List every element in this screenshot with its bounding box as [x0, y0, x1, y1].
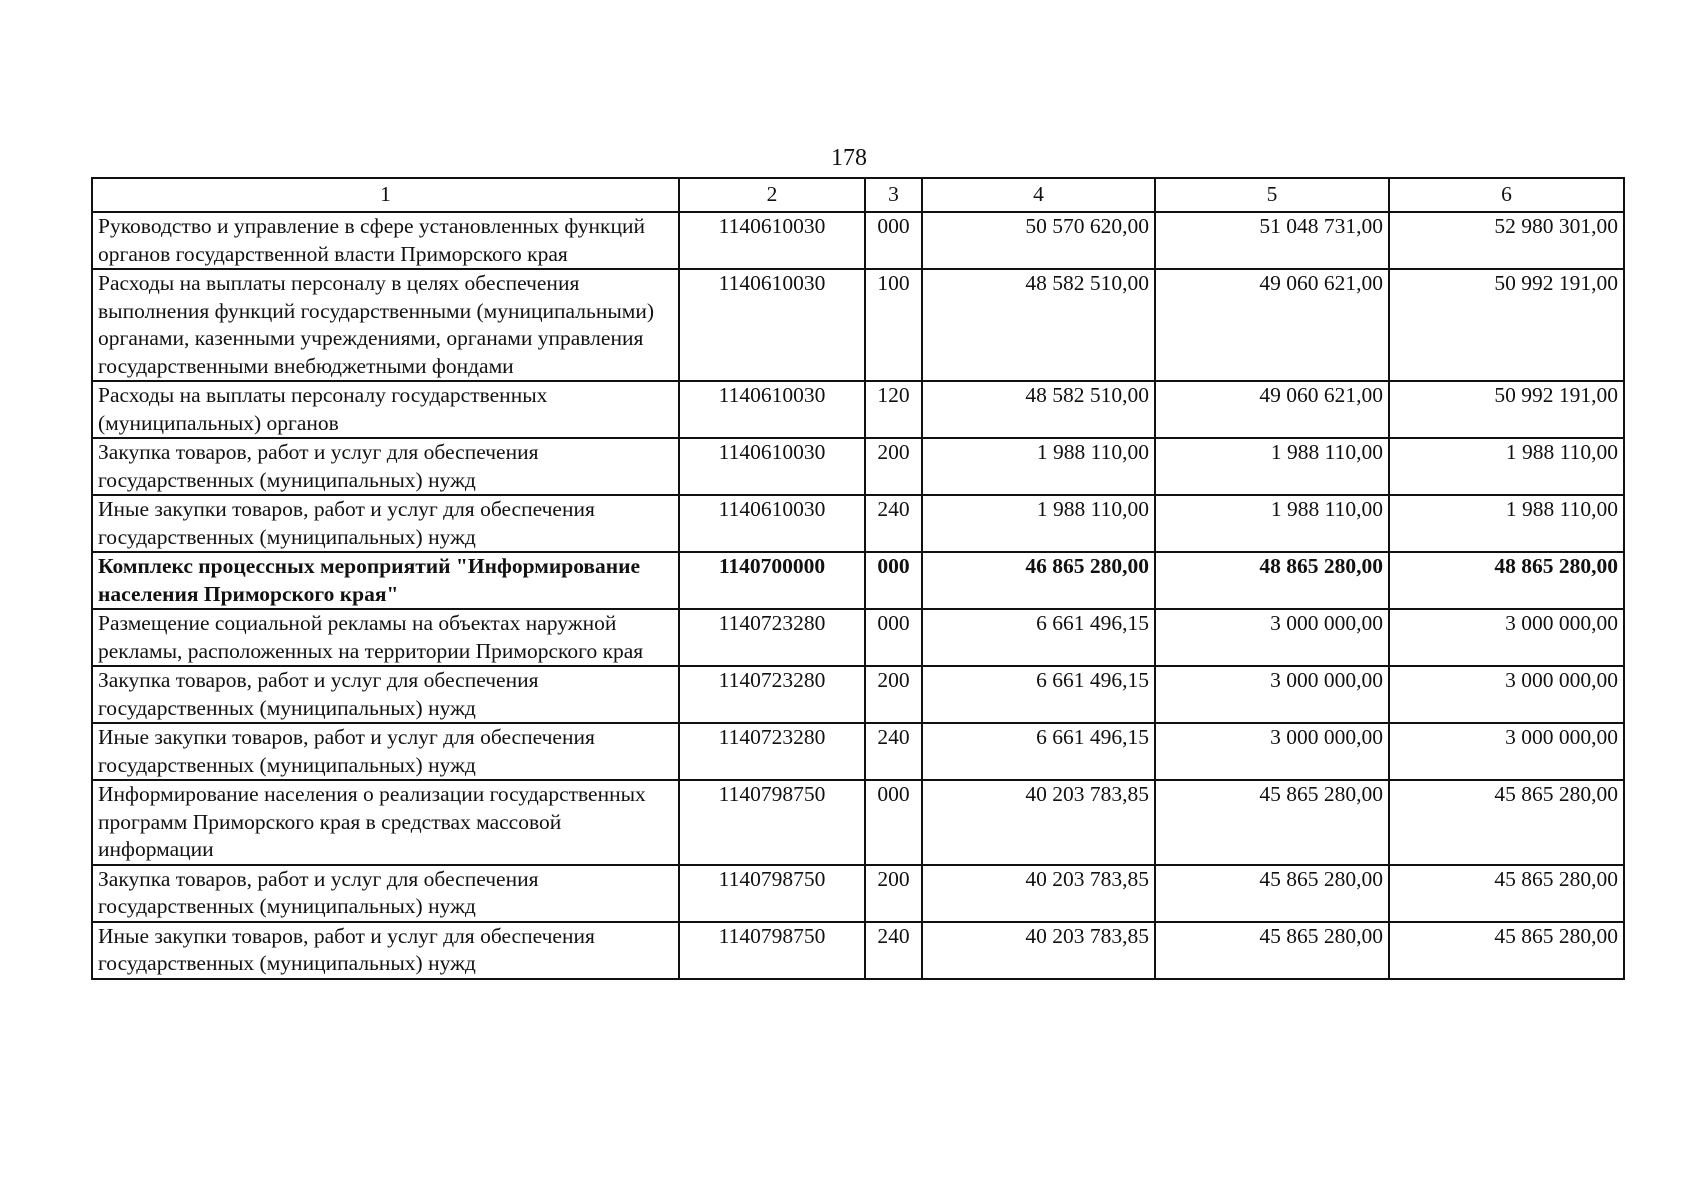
row-name: Расходы на выплаты персоналу государственных (муниципальных) органов — [92, 381, 679, 438]
row-amount-col5: 49 060 621,00 — [1155, 269, 1389, 381]
row-amount-col6: 52 980 301,00 — [1389, 212, 1624, 269]
row-name: Закупка товаров, работ и услуг для обеспечения государственных (муниципальных) нужд — [92, 865, 679, 922]
row-target-code: 1140610030 — [679, 212, 865, 269]
row-target-code: 1140700000 — [679, 552, 865, 609]
table-row — [92, 723, 1624, 780]
row-target-code: 1140610030 — [679, 495, 865, 552]
row-expense-type: 240 — [865, 922, 922, 979]
row-expense-type: 120 — [865, 381, 922, 438]
row-expense-type: 000 — [865, 552, 922, 609]
row-expense-type: 240 — [865, 723, 922, 780]
row-amount-col6: 3 000 000,00 — [1389, 666, 1624, 723]
row-target-code: 1140610030 — [679, 381, 865, 438]
row-name: Иные закупки товаров, работ и услуг для обеспечения государственных (муниципальных) нужд — [92, 723, 679, 780]
row-name: Закупка товаров, работ и услуг для обеспечения государственных (муниципальных) нужд — [92, 666, 679, 723]
table-row — [92, 212, 1624, 269]
row-amount-col6: 1 988 110,00 — [1389, 438, 1624, 495]
row-name: Закупка товаров, работ и услуг для обеспечения государственных (муниципальных) нужд — [92, 438, 679, 495]
row-expense-type: 100 — [865, 269, 922, 381]
row-expense-type: 000 — [865, 609, 922, 666]
row-name: Расходы на выплаты персоналу в целях обеспечения выполнения функций государственными (муниципальными) органами, казенными учреждениями, органами управления государственными внебюджетными фондами — [92, 269, 679, 381]
column-header-year2: 5 — [1155, 178, 1389, 212]
table-body — [92, 212, 1624, 979]
row-amount-col4: 46 865 280,00 — [922, 552, 1155, 609]
row-amount-col4: 1 988 110,00 — [922, 438, 1155, 495]
row-amount-col5: 45 865 280,00 — [1155, 780, 1389, 865]
column-header-vr: 3 — [865, 178, 922, 212]
row-target-code: 1140798750 — [679, 780, 865, 865]
row-amount-col6: 45 865 280,00 — [1389, 780, 1624, 865]
row-amount-col4: 48 582 510,00 — [922, 269, 1155, 381]
table-row — [92, 552, 1624, 609]
row-amount-col5: 3 000 000,00 — [1155, 666, 1389, 723]
table-row — [92, 666, 1624, 723]
table-row — [92, 495, 1624, 552]
column-header-year1: 4 — [922, 178, 1155, 212]
row-target-code: 1140610030 — [679, 269, 865, 381]
row-expense-type: 000 — [865, 212, 922, 269]
row-amount-col4: 6 661 496,15 — [922, 666, 1155, 723]
row-amount-col6: 3 000 000,00 — [1389, 723, 1624, 780]
column-number-row — [92, 178, 1624, 212]
page-number: 178 — [831, 145, 867, 171]
row-name: Информирование населения о реализации государственных программ Приморского края в средствах массовой информации — [92, 780, 679, 865]
row-amount-col6: 50 992 191,00 — [1389, 269, 1624, 381]
row-amount-col4: 48 582 510,00 — [922, 381, 1155, 438]
row-name: Иные закупки товаров, работ и услуг для обеспечения государственных (муниципальных) нужд — [92, 922, 679, 979]
row-amount-col5: 49 060 621,00 — [1155, 381, 1389, 438]
row-amount-col5: 48 865 280,00 — [1155, 552, 1389, 609]
row-target-code: 1140610030 — [679, 438, 865, 495]
row-amount-col6: 45 865 280,00 — [1389, 865, 1624, 922]
row-amount-col4: 6 661 496,15 — [922, 723, 1155, 780]
table-row — [92, 609, 1624, 666]
row-name: Размещение социальной рекламы на объектах наружной рекламы, расположенных на территории Приморского края — [92, 609, 679, 666]
row-name: Иные закупки товаров, работ и услуг для обеспечения государственных (муниципальных) нужд — [92, 495, 679, 552]
row-amount-col5: 1 988 110,00 — [1155, 438, 1389, 495]
row-target-code: 1140798750 — [679, 922, 865, 979]
row-name: Комплекс процессных мероприятий "Информирование населения Приморского края" — [92, 552, 679, 609]
row-expense-type: 200 — [865, 865, 922, 922]
row-amount-col6: 1 988 110,00 — [1389, 495, 1624, 552]
row-amount-col4: 50 570 620,00 — [922, 212, 1155, 269]
table-row — [92, 438, 1624, 495]
row-amount-col4: 1 988 110,00 — [922, 495, 1155, 552]
table-row — [92, 922, 1624, 979]
table-header — [92, 178, 1624, 212]
budget-table — [91, 177, 1625, 980]
row-expense-type: 200 — [865, 438, 922, 495]
row-amount-col6: 48 865 280,00 — [1389, 552, 1624, 609]
row-amount-col5: 3 000 000,00 — [1155, 723, 1389, 780]
row-expense-type: 200 — [865, 666, 922, 723]
row-target-code: 1140723280 — [679, 609, 865, 666]
row-amount-col5: 3 000 000,00 — [1155, 609, 1389, 666]
row-amount-col6: 45 865 280,00 — [1389, 922, 1624, 979]
column-header-year3: 6 — [1389, 178, 1624, 212]
row-amount-col5: 1 988 110,00 — [1155, 495, 1389, 552]
column-header-name: 1 — [92, 178, 679, 212]
row-target-code: 1140798750 — [679, 865, 865, 922]
row-amount-col4: 40 203 783,85 — [922, 922, 1155, 979]
row-amount-col5: 51 048 731,00 — [1155, 212, 1389, 269]
row-expense-type: 000 — [865, 780, 922, 865]
row-amount-col4: 6 661 496,15 — [922, 609, 1155, 666]
row-amount-col4: 40 203 783,85 — [922, 865, 1155, 922]
row-amount-col6: 3 000 000,00 — [1389, 609, 1624, 666]
row-amount-col5: 45 865 280,00 — [1155, 922, 1389, 979]
row-name: Руководство и управление в сфере установленных функций органов государственной власти Приморского края — [92, 212, 679, 269]
table-row — [92, 780, 1624, 865]
row-amount-col6: 50 992 191,00 — [1389, 381, 1624, 438]
table-row — [92, 865, 1624, 922]
row-expense-type: 240 — [865, 495, 922, 552]
row-amount-col4: 40 203 783,85 — [922, 780, 1155, 865]
table-row — [92, 381, 1624, 438]
column-header-code: 2 — [679, 178, 865, 212]
row-target-code: 1140723280 — [679, 723, 865, 780]
row-amount-col5: 45 865 280,00 — [1155, 865, 1389, 922]
row-target-code: 1140723280 — [679, 666, 865, 723]
table-row — [92, 269, 1624, 381]
